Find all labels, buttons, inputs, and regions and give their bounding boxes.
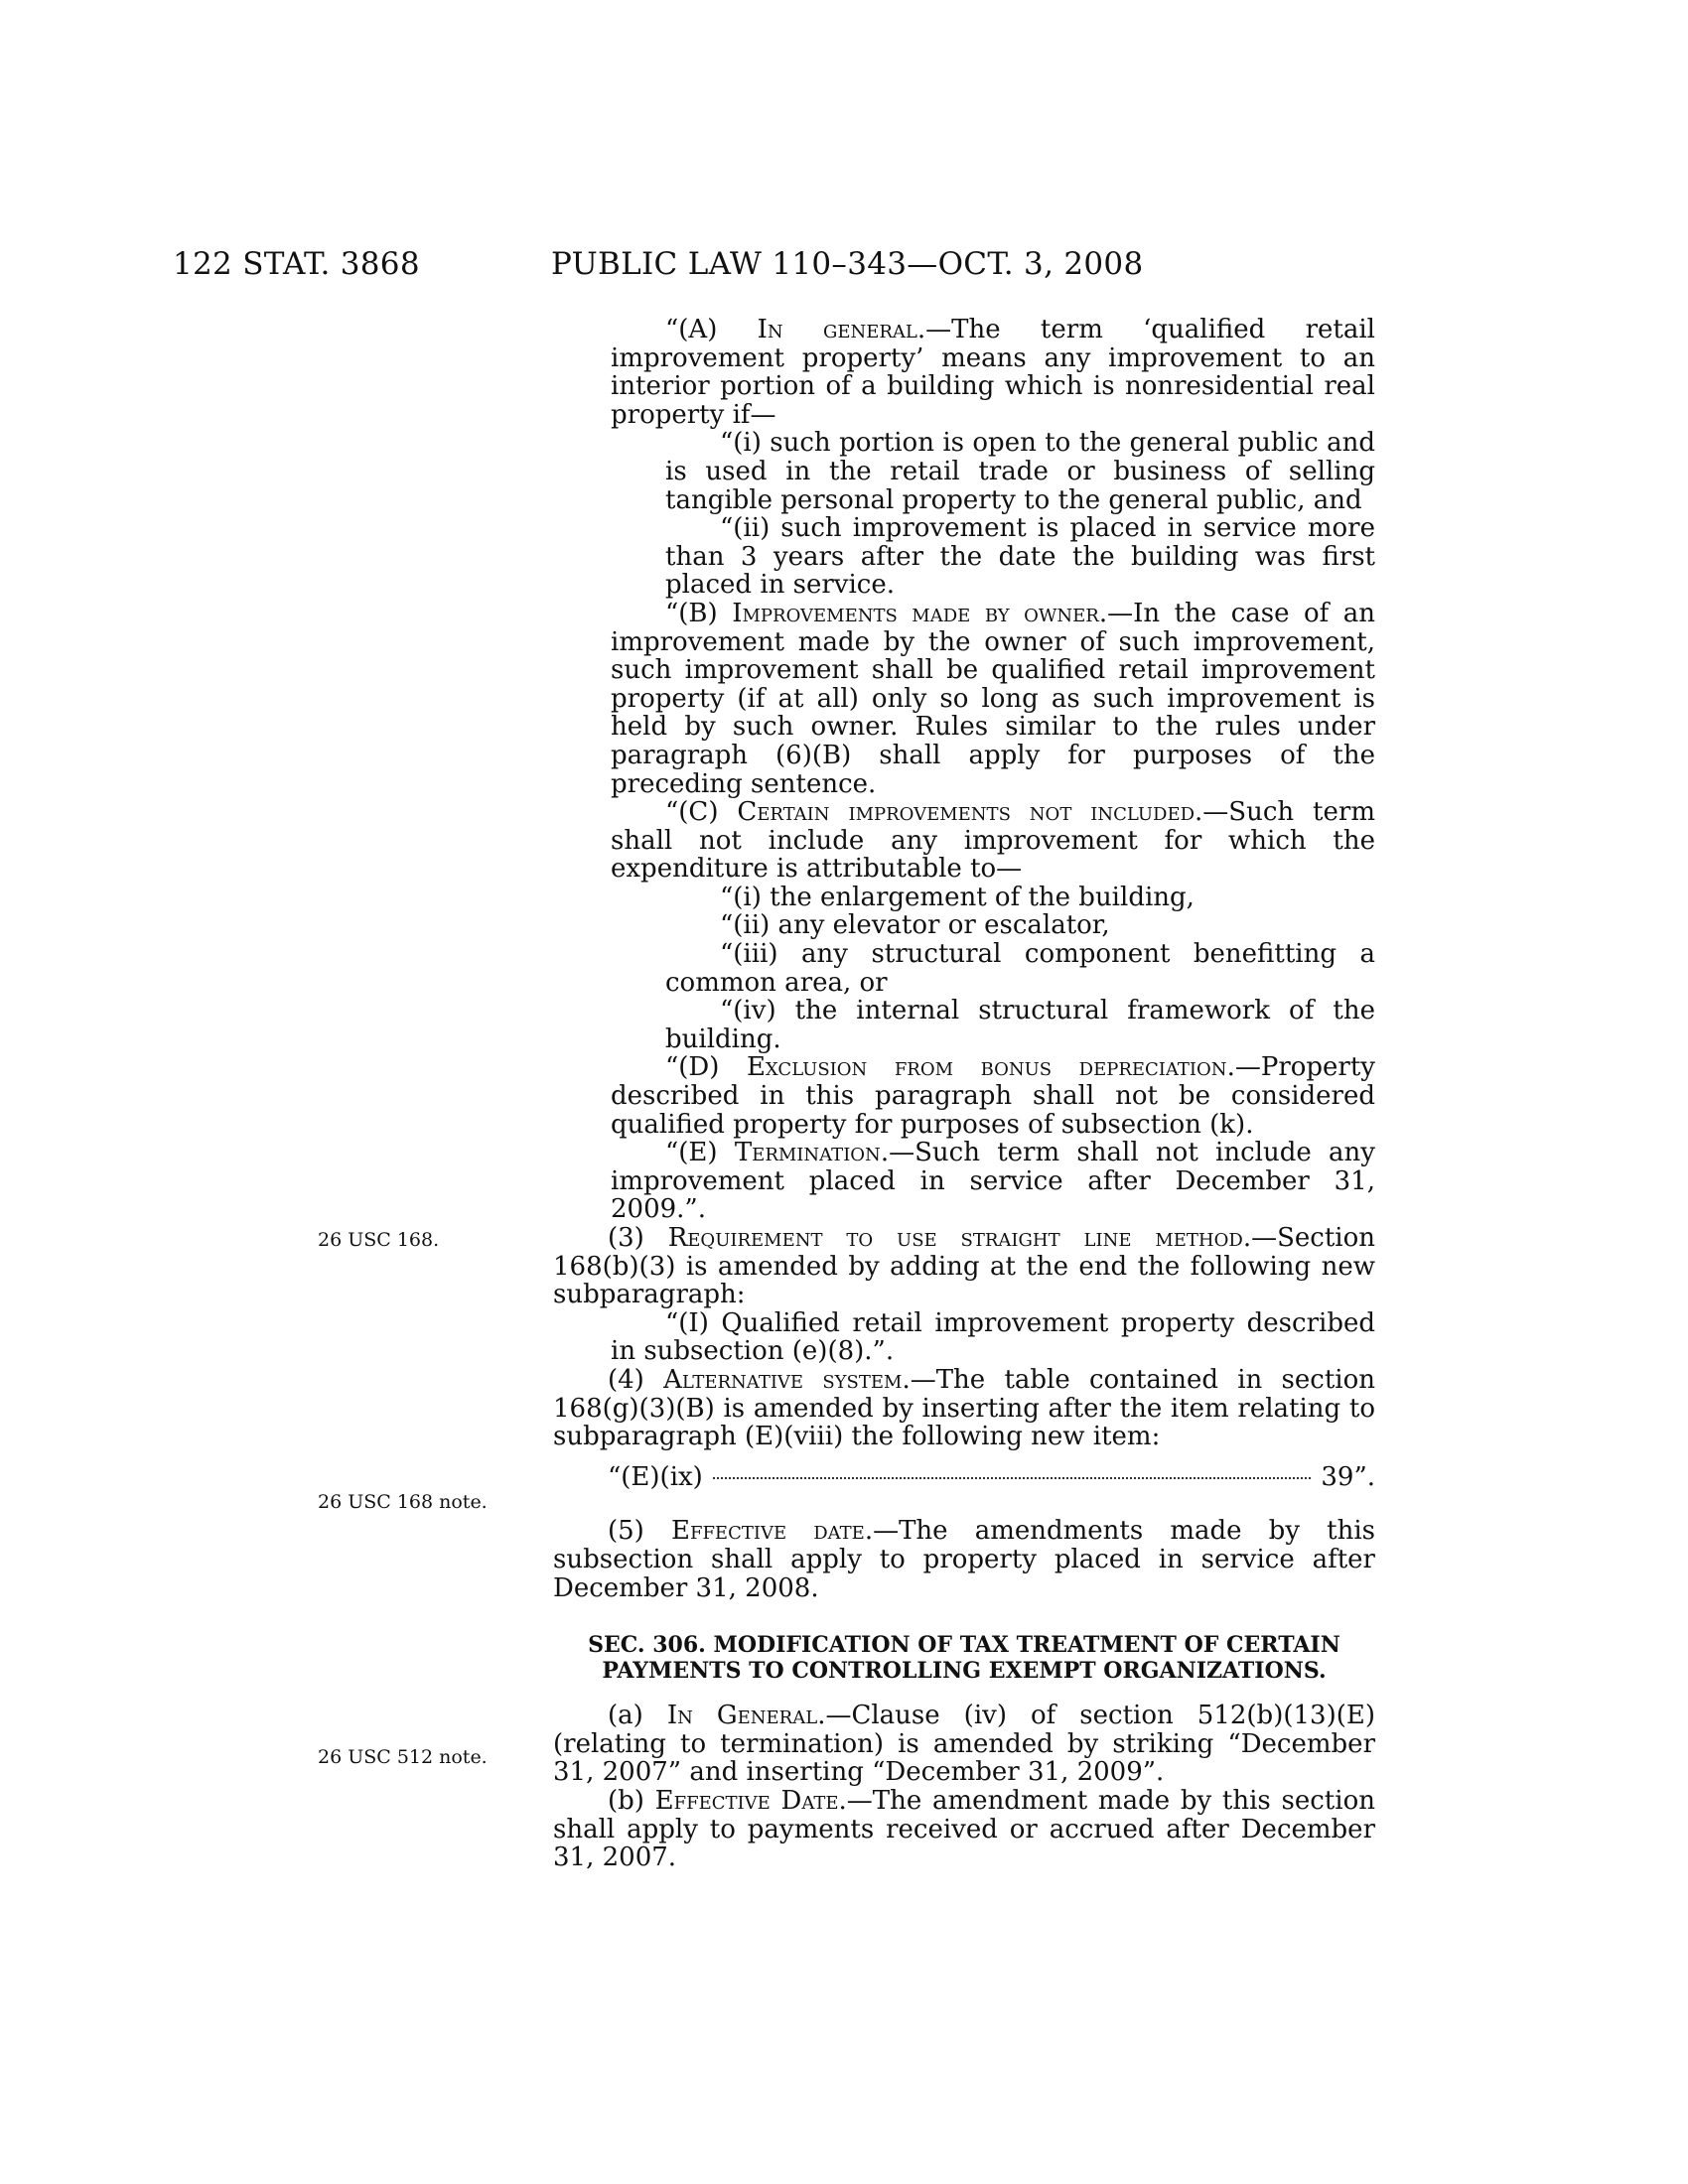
- clause-c-iii: “(iii) any structural component benefitting a common area, or: [665, 939, 1375, 998]
- document-body: [553, 316, 1375, 1872]
- margin-note-usc-168: 26 USC 168.: [318, 1229, 440, 1251]
- paragraph-e: “(E) Termination.—Such term shall not include any improvement placed in service after December 31, 2009.”.: [611, 1138, 1375, 1225]
- paragraph-5: (5) Effective date.—The amendments made by this subsection shall apply to property placed in service after December 31, 2008.: [553, 1516, 1375, 1603]
- clause-c-i: “(i) the enlargement of the building,: [720, 882, 1195, 912]
- section-b: (b) Effective Date.—The amendment made by this section shall apply to payments received or accrued after December 31, 2007.: [553, 1785, 1375, 1873]
- clause-a-ii: “(ii) such improvement is placed in service more than 3 years after the date the building was first placed in service.: [665, 513, 1375, 601]
- paragraph-a: “(A) In general.—The term ‘qualified retail improvement property’ means any improvement to an interior portion of a building which is nonresidential real property if—: [611, 315, 1375, 430]
- paragraph-3-quote: “(I) Qualified retail improvement property described in subsection (e)(8).”.: [611, 1307, 1375, 1367]
- table-item-label: “(E)(ix): [608, 1461, 703, 1492]
- paragraph-3: (3) Requirement to use straight line method.—Section 168(b)(3) is amended by adding at the end the following new subparagraph:: [553, 1223, 1375, 1310]
- paragraph-d: “(D) Exclusion from bonus depreciation.—Property described in this paragraph shall not be considered qualified property for purposes of subsection (k).: [611, 1052, 1375, 1140]
- table-item-row: [553, 1463, 1375, 1492]
- section-heading: SEC. 306. MODIFICATION OF TAX TREATMENT OF CERTAIN PAYMENTS TO CONTROLLING EXEMPT ORGANIZATIONS.: [588, 1632, 1340, 1685]
- margin-note-usc-512-note: 26 USC 512 note.: [318, 1746, 488, 1768]
- clause-c-ii: “(ii) any elevator or escalator,: [720, 910, 1110, 941]
- paragraph-4: (4) Alternative system.—The table contained in section 168(g)(3)(B) is amended by inserting after the item relating to subparagraph (E)(viii) the following new item:: [553, 1364, 1376, 1452]
- paragraph-b: “(B) Improvements made by owner.—In the case of an improvement made by the owner of such improvement, such improvement shall be qualified retail improvement property (if at all) only so long as such improvement is held by such owner. Rules similar to the rules under paragraph (6)(B) shall apply for purposes of the preceding sentence.: [611, 598, 1376, 799]
- table-item-value: 39”.: [1321, 1461, 1375, 1492]
- section-a: (a) In General.—Clause (iv) of section 512(b)(13)(E) (relating to termination) is amended by striking “December 31, 2007” and inserting “December 31, 2009”.: [553, 1701, 1375, 1788]
- paragraph-c: “(C) Certain improvements not included.—Such term shall not include any improvement for which the expenditure is attributable to—: [611, 797, 1375, 885]
- clause-c-iv: “(iv) the internal structural framework of the building.: [665, 996, 1375, 1054]
- page-title: PUBLIC LAW 110–343—OCT. 3, 2008: [551, 246, 1144, 282]
- dot-leader: [713, 1477, 1312, 1479]
- stat-page-number: 122 STAT. 3868: [173, 246, 420, 282]
- margin-note-usc-168-note: 26 USC 168 note.: [318, 1491, 488, 1513]
- clause-a-i: “(i) such portion is open to the general public and is used in the retail trade or business of selling tangible personal property to the general public, and: [665, 428, 1375, 515]
